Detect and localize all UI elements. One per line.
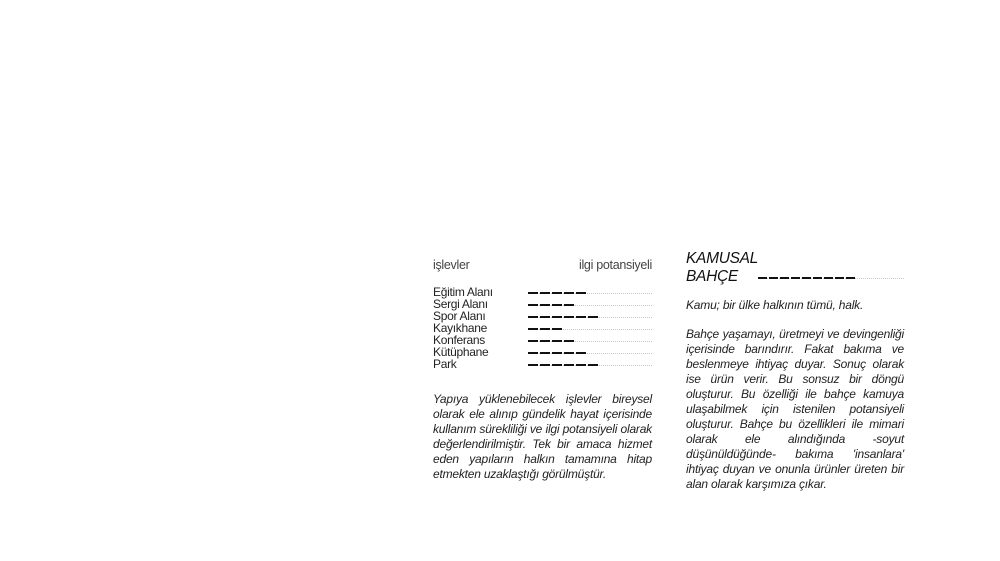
level-dash	[552, 364, 562, 366]
kamusal-title-line1: KAMUSAL	[686, 250, 758, 267]
function-label: Kayıkhane	[433, 321, 488, 335]
level-dash	[540, 316, 550, 318]
level-dash	[846, 277, 855, 279]
kamusal-level-bar	[758, 274, 904, 280]
kamu-definition: Kamu; bir ülke halkının tümü, halk.	[686, 298, 864, 312]
level-dash	[540, 340, 550, 342]
level-dash	[552, 316, 562, 318]
level-dash	[588, 316, 598, 318]
level-dash	[552, 292, 562, 294]
level-dash	[528, 340, 538, 342]
level-dash	[564, 340, 574, 342]
function-label: Eğitim Alanı	[433, 285, 493, 299]
interest-level-bar	[528, 301, 652, 307]
level-dash	[588, 364, 598, 366]
level-dash	[540, 364, 550, 366]
level-dash	[540, 292, 550, 294]
functions-header-label: işlevler	[433, 258, 470, 272]
level-dash	[528, 316, 538, 318]
level-dash	[758, 277, 767, 279]
function-label: Konferans	[433, 333, 486, 347]
interest-level-bar	[528, 289, 652, 295]
level-dash	[791, 277, 800, 279]
level-dash	[824, 277, 833, 279]
function-label: Park	[433, 357, 457, 371]
interest-level-bar	[528, 361, 652, 367]
function-row	[433, 346, 652, 358]
level-dash	[528, 364, 538, 366]
level-dash	[769, 277, 778, 279]
level-dash	[552, 340, 562, 342]
kamusal-title-row	[686, 268, 904, 286]
interest-level-bar	[528, 313, 652, 319]
functions-header	[433, 258, 652, 272]
level-dash	[540, 328, 550, 330]
function-label: Sergi Alanı	[433, 297, 488, 311]
level-dash	[780, 277, 789, 279]
level-dash	[564, 352, 574, 354]
level-dash	[564, 304, 574, 306]
interest-header-label: ilgi potansiyeli	[578, 258, 652, 272]
level-dash	[540, 352, 550, 354]
kamusal-paragraph: Bahçe yaşamayı, üretmeyi ve devingenliği içerisinde barındırır. Fakat bakıma ve beslenmeye ihtiyaç duyar. Sonuç olarak ise ürün verir. Bu sonsuz bir döngü oluşturur. Bu özelliği ile bahçe kamuya ulaşabilmek için istenilen potansiyeli oluşturur. Bahçe bu özellikleri ile mimari olarak ele alındığında -soyut düşünüldüğünde- bakıma 'insanlara' ihtiyaç duyan ve onunla ürünler üreten bir alan olarak karşımıza çıkar.	[686, 327, 904, 491]
level-dash	[528, 304, 538, 306]
functions-panel	[433, 258, 652, 494]
function-row	[433, 358, 652, 370]
level-dash	[564, 316, 574, 318]
level-dash	[835, 277, 844, 279]
level-dash	[528, 352, 538, 354]
level-dash	[576, 316, 586, 318]
level-dash	[528, 328, 538, 330]
level-dash	[813, 277, 822, 279]
level-dash	[564, 292, 574, 294]
level-dash	[552, 352, 562, 354]
functions-list	[433, 286, 652, 370]
level-dash	[528, 292, 538, 294]
level-dash	[552, 304, 562, 306]
function-label: Kütüphane	[433, 345, 489, 359]
level-dash	[802, 277, 811, 279]
level-dash	[576, 352, 586, 354]
kamusal-title-line2: BAHÇE	[686, 268, 738, 285]
level-dash	[540, 304, 550, 306]
interest-level-bar	[528, 337, 652, 343]
level-dash	[564, 364, 574, 366]
level-dash	[576, 292, 586, 294]
interest-level-bar	[528, 325, 652, 331]
function-label: Spor Alanı	[433, 309, 486, 323]
interest-level-bar	[528, 349, 652, 355]
level-dash	[552, 328, 562, 330]
kamusal-panel	[686, 250, 904, 504]
functions-paragraph: Yapıya yüklenebilecek işlevler bireysel olarak ele alınıp gündelik hayat içerisinde kullanım sürekliliği ve ilgi potansiyeli olarak değerlendirilmiştir. Tek bir amaca hizmet eden yapıların halkın tamamına hitap etmekten uzaklaştığı görülmüştür.	[433, 392, 652, 481]
level-dash	[576, 364, 586, 366]
